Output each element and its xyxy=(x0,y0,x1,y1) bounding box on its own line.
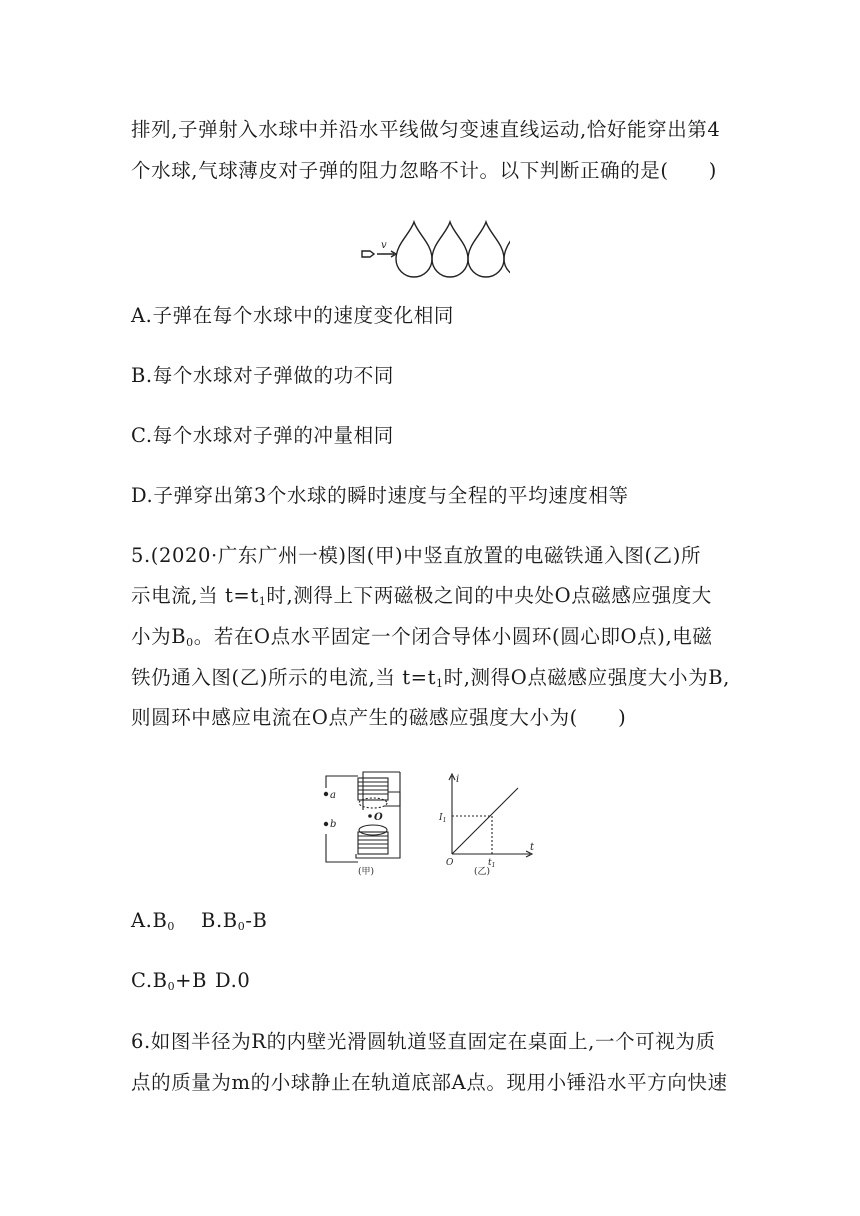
water-ball-3 xyxy=(468,222,504,277)
q5-options-cd xyxy=(131,968,741,1000)
q4-text-line-2: 个水球,气球薄皮对子弹的阻力忽略不计。以下判断正确的是( ) xyxy=(131,159,718,182)
water-ball-4 xyxy=(504,222,510,277)
water-balls-figure xyxy=(360,218,510,283)
origin-label: O xyxy=(446,858,454,868)
q6-text-line-1: 6.如图半径为R的内壁光滑圆轨道竖直固定在桌面上,一个可视为质 xyxy=(131,1030,716,1053)
q5-text-line-1: 5.(2020·广东广州一模)图(甲)中竖直放置的电磁铁通入图(乙)所 xyxy=(131,544,702,567)
point-O xyxy=(368,814,372,818)
label-a: a xyxy=(330,790,336,801)
lower-pole xyxy=(359,825,387,835)
label-O: O xyxy=(374,812,383,823)
terminal-a xyxy=(324,792,328,796)
q4-option-c: C.每个水球对子弹的冲量相同 xyxy=(131,424,394,447)
label-b: b xyxy=(330,819,337,830)
velocity-label: v xyxy=(381,240,387,251)
q5-text-line-5: 则圆环中感应电流在O点产生的磁感应强度大小为( ) xyxy=(131,706,627,729)
q5-option-d: D.0 xyxy=(215,969,251,992)
caption-yi: (乙) xyxy=(474,867,491,877)
water-ball-1 xyxy=(396,222,432,277)
t1-label: $t_1$ xyxy=(488,858,496,869)
caption-jia: (甲) xyxy=(358,867,375,877)
q4-option-d: D.子弹穿出第3个水球的瞬时速度与全程的平均速度相等 xyxy=(131,484,629,507)
I1-label: $I_1$ xyxy=(439,813,447,824)
q5-text-line-4: 铁仍通入图(乙)所示的电流,当 $t=t_1$时,测得O点磁感应强度大小为B, xyxy=(131,666,730,690)
axis-i-label: i xyxy=(456,774,460,785)
bullet-shape xyxy=(362,251,374,257)
q5-text-line-3: 小为$B_0$。若在O点水平固定一个闭合导体小圆环(圆心即O点),电磁 xyxy=(131,625,713,649)
q6-text-line-2: 点的质量为m的小球静止在轨道底部A点。现用小锤沿水平方向快速 xyxy=(131,1071,728,1094)
current-line xyxy=(452,788,518,854)
q4-text-line-1: 排列,子弹射入水球中并沿水平线做匀变速直线运动,恰好能穿出第4 xyxy=(131,118,721,141)
q5-option-a: $A.B_0$ xyxy=(131,909,176,933)
q5-option-c: $C.B_0+B$ xyxy=(131,969,208,993)
q5-text-line-2: 示电流,当 $t=t_1$时,测得上下两磁极之间的中央处O点磁感应强度大 xyxy=(131,584,712,608)
q5-option-b: $B.B_0-B$ xyxy=(201,909,268,933)
q4-option-b: B.每个水球对子弹做的功不同 xyxy=(131,364,394,387)
axis-t-label: t xyxy=(530,842,535,853)
water-ball-2 xyxy=(432,222,468,277)
terminal-b xyxy=(324,822,328,826)
electromagnet-figure xyxy=(318,770,538,880)
q4-option-a: A.子弹在每个水球中的速度变化相同 xyxy=(131,304,454,327)
q5-options-ab xyxy=(131,908,741,940)
